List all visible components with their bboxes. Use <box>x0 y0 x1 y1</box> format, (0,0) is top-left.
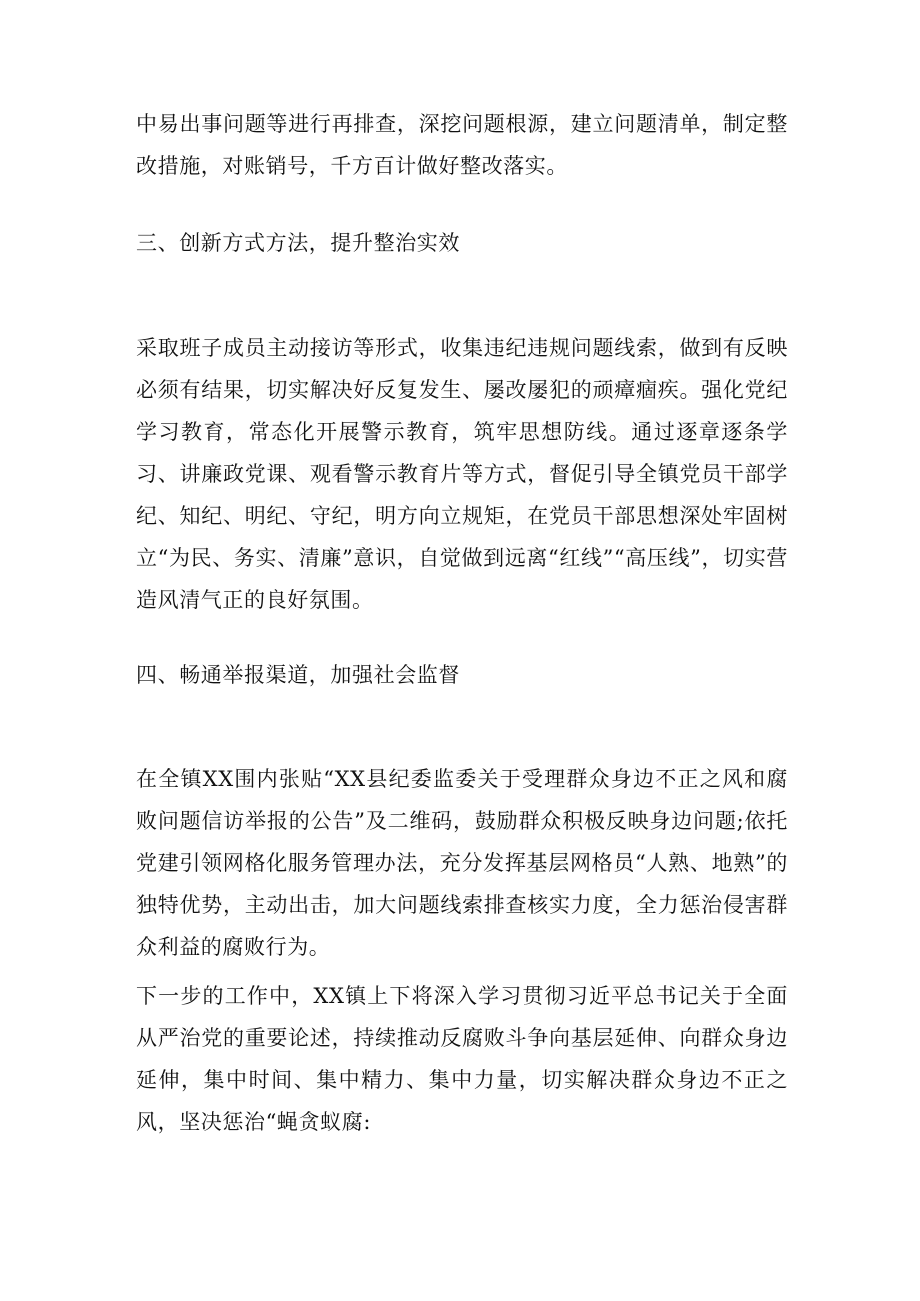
paragraph-continued: 中易出事问题等进行再排查，深挖问题根源，建立问题清单，制定整改措施，对账销号，千方百计做好整改落实。 <box>136 112 788 178</box>
paragraph-next-steps: 下一步的工作中，XX镇上下将深入学习贯彻习近平总书记关于全面从严治党的重要论述，持续推动反腐败斗争向基层延伸、向群众身边延伸，集中时间、集中精力、集中力量，切实解决群众身边不正之风，坚决惩治“蝇贪蚁腐: <box>136 984 788 1134</box>
section-heading-3: 三、创新方式方法，提升整治实效 <box>136 231 460 255</box>
section-heading-4: 四、畅通举报渠道，加强社会监督 <box>136 663 460 687</box>
paragraph-section-3: 采取班子成员主动接访等形式，收集违纪违规问题线索，做到有反映必须有结果，切实解决好反复发生、屡改屡犯的顽瘴痼疾。强化党纪学习教育，常态化开展警示教育，筑牢思想防线。通过逐章逐条学习、讲廉政党课、观看警示教育片等方式，督促引导全镇党员干部学纪、知纪、明纪、守纪，明方向立规矩，在党员干部思想深处牢固树立“为民、务实、清廉”意识，自觉做到远离“红线”“高压线”，切实营造风清气正的良好氛围。 <box>136 336 788 612</box>
paragraph-section-4: 在全镇XX围内张贴“XX县纪委监委关于受理群众身边不正之风和腐败问题信访举报的公告”及二维码，鼓励群众积极反映身边问题;依托党建引领网格化服务管理办法，充分发挥基层网格员“人熟、地熟”的独特优势，主动出击，加大问题线索排查核实力度，全力惩治侵害群众利益的腐败行为。 <box>136 767 788 959</box>
